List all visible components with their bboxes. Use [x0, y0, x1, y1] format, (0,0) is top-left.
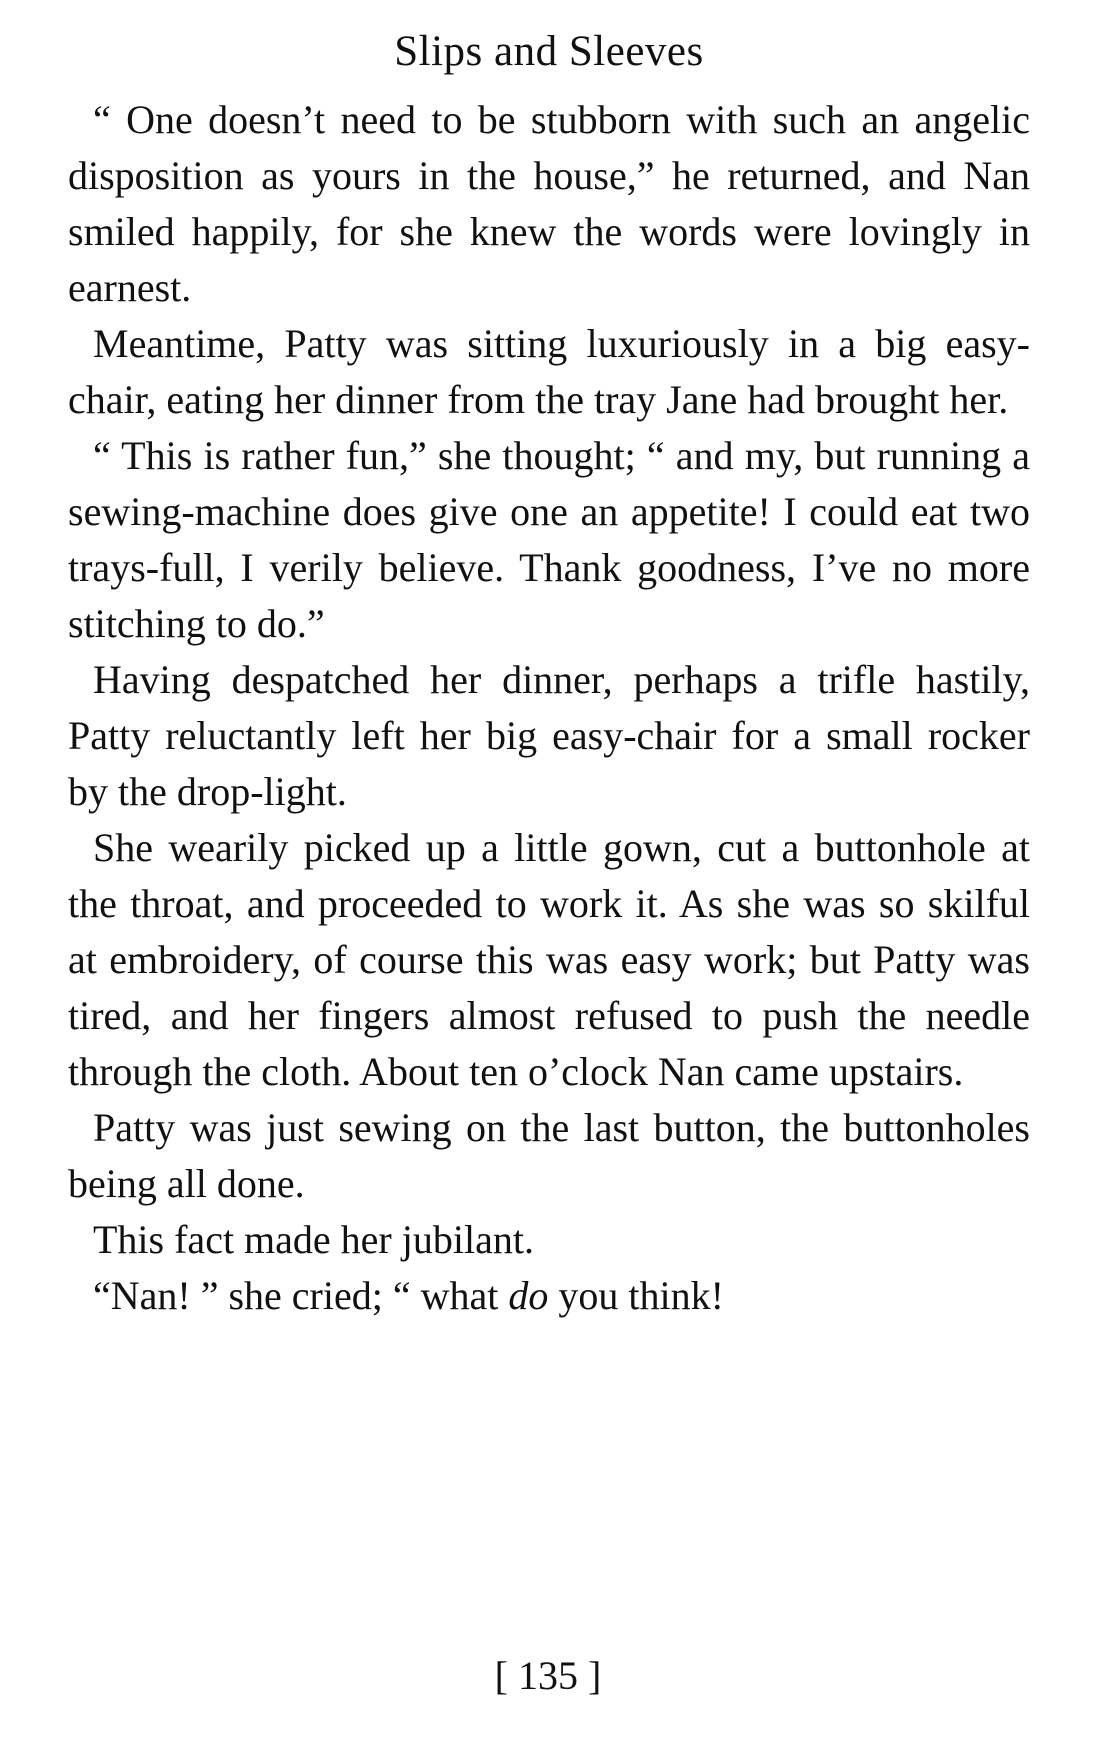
paragraph-4: Having despatched her dinner, perhaps a trifle hastily, Patty reluctantly left her big easy-chair for a small rocker by the drop-light.: [68, 657, 1030, 814]
paragraph-8: [68, 1268, 1030, 1324]
paragraph-6: Patty was just sewing on the last button, the buttonholes being all done.: [68, 1105, 1030, 1206]
paragraph-2: Meantime, Patty was sitting luxuriously in a big easy-chair, eating her dinner from the tray Jane had brought her.: [68, 321, 1030, 422]
paragraph-7: This fact made her jubilant.: [93, 1217, 534, 1262]
paragraph-1: “ One doesn’t need to be stubborn with such an angelic disposition as yours in the house,” he returned, and Nan smiled happily, for she knew the words were lovingly in earnest.: [68, 97, 1030, 310]
emphasized-word: do: [508, 1273, 549, 1318]
paragraph-8-text-start: “Nan! ” she cried; “ what: [93, 1273, 509, 1318]
paragraph-8-text-end: you think!: [548, 1273, 724, 1318]
page-number: [ 135 ]: [494, 1653, 602, 1698]
paragraph-5: She wearily picked up a little gown, cut a buttonhole at the throat, and proceeded to work it. As she was so skilful at embroidery, of course this was easy work; but Patty was tired, and her fingers almost refused to push the needle through the cloth. About ten o’clock Nan came upstairs.: [68, 825, 1030, 1094]
book-page: [68, 22, 1030, 1324]
running-title: Slips and Sleeves: [394, 28, 704, 75]
paragraph-3: “ This is rather fun,” she thought; “ and my, but running a sewing-machine does give one an appetite! I could eat two trays-full, I verily believe. Thank goodness, I’ve no more stitching to do.”: [68, 433, 1030, 646]
